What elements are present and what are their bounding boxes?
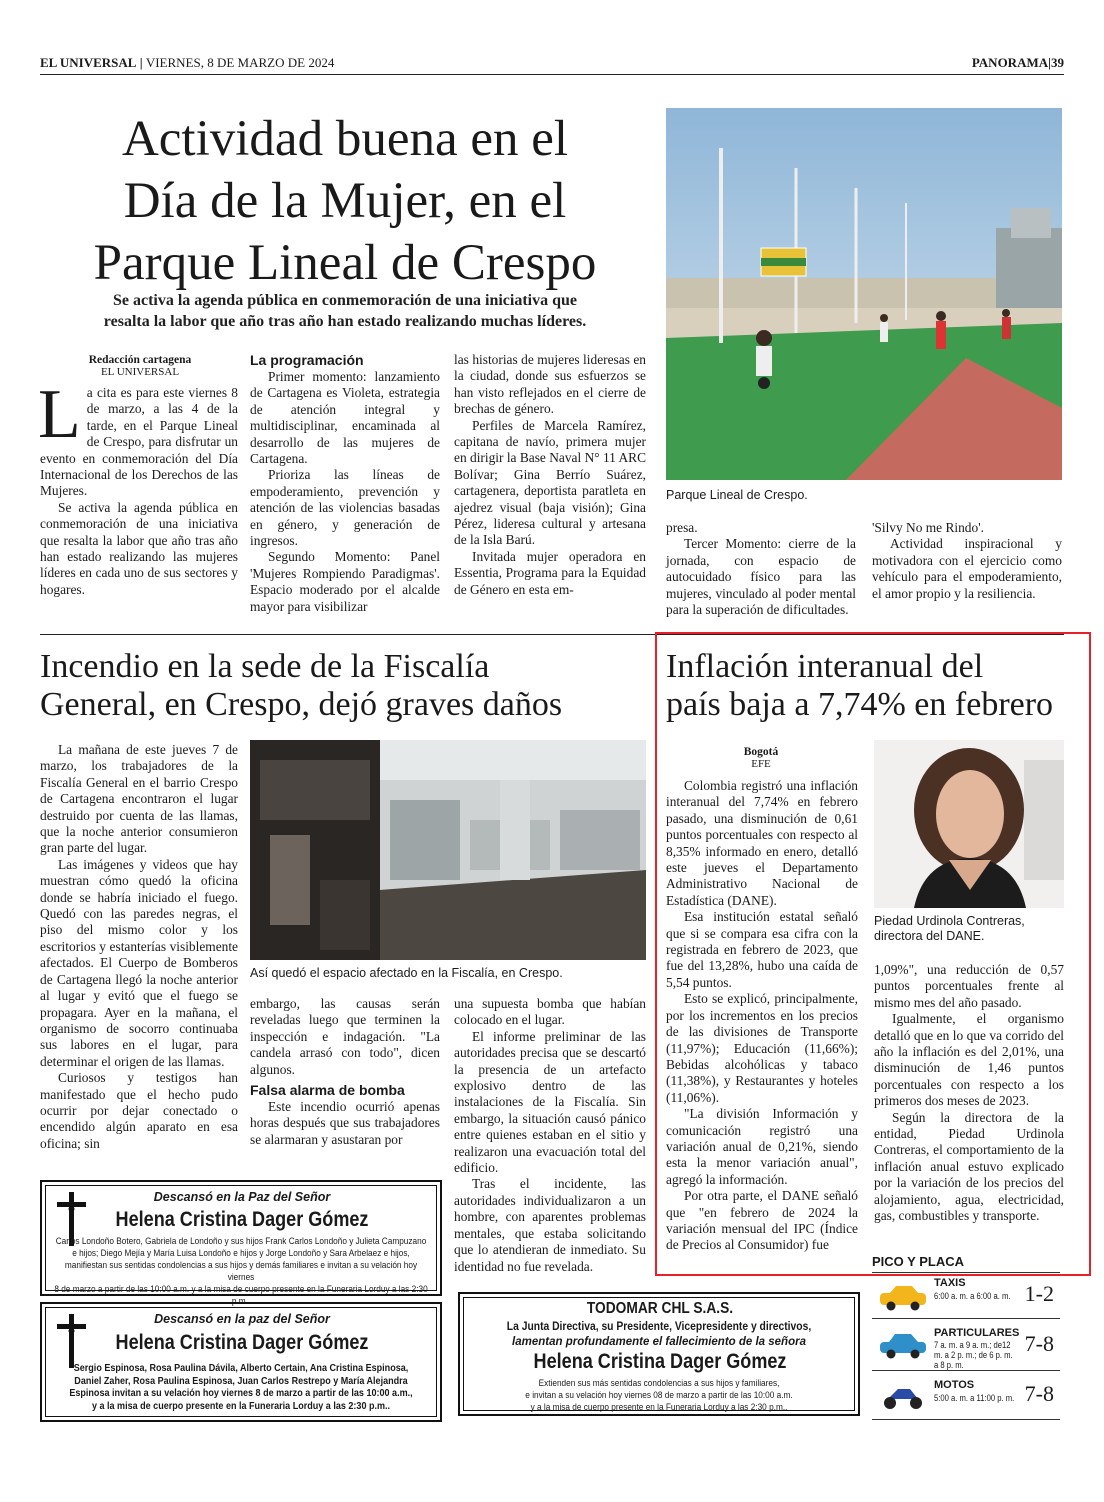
particulares-hours: 7 a. m. a 9 a. m.; de12 m. a 2 p. m.; de 6 p. m. a 8 p. m. [934,1340,1013,1370]
article3-headline: Inflación interanual del país baja a 7,74% en febrero [666,648,1054,723]
article2-col3: una supuesta bomba que habían colocado en el lugar. El informe preliminar de las autoridades precisa que se descartó la presencia de un artefacto explosivo dentro de las instalaciones de la Fiscalía. Sin embargo, la situación causó pánico entre quienes estaban en el sitio y realizaron una evacuación total del edificio. Tras el incidente, las autoridades individualizaron a un hombre, con aparentes problemas mentales, que estaba solicitando que lo atendieran de inmediato. Su identidad no fue revelada. [454,996,646,1274]
taxis-digits: 1-2 [1024,1281,1054,1306]
obituary-3-text: Extienden sus más sentidas condolencias a sus hijos y familiares, e invitan a su velación hoy viernes 08 de marzo a partir de las 10:00 a.m. y a la misa de cuerpo presente en la Funeraria Lorduy a las 2:30 p.m.. [525,1378,793,1413]
obituary-2-text: Sergio Espinosa, Rosa Paulina Dávila, Alberto Certain, Ana Cristina Espinosa, Daniel Zaher, Rosa Paulina Espinosa, Juan Carlos Restrepo y María Alejandra Espinosa invitan a su velación hoy viernes 8 de marzo a partir de las 10:00 a.m., y a la misa de cuerpo presente en la Funeraria Lorduy a las 2:30 p.m.. [69,1362,413,1412]
portrait-illustration [874,740,1064,908]
taxi-body [880,1293,926,1305]
motos-label: MOTOS [934,1379,975,1391]
obituary-3-line1: La Junta Directiva, su Presidente, Vicepresidente y directivos, [506,1319,812,1333]
motos-hours: 5:00 a. m. a 11:00 p. m. [934,1393,1015,1403]
car-body [880,1342,926,1353]
obituary-1-rip: Descansó en la Paz del Señor [153,1190,331,1204]
article1-col3: las historias de mujeres lideresas en la ciudad, donde sus esfuerzos se han visto reflejados en el cierre de brechas de género. Perfiles de Marcela Ramírez, capitana de navío, primera mujer en dirigir la Base Naval N° 11 ARC Bolívar; Gina Berrío Suárez, cartagenera, deportista paratleta en ajedrez visual (baja visión); Gina Pérez, lideresa cultural y artesana de la Isla Barú. Invitada mujer operadora en Essentia, Programa para la Equidad de Género en esta em- [454,352,646,597]
edition-date: VIERNES, 8 DE MARZO DE 2024 [145,55,335,70]
obituary-3-line2: lamentan profundamente el fallecimiento de la señora [512,1336,806,1348]
motorcycle-body [888,1389,918,1399]
taxi-icon [878,1283,928,1311]
taxis-hours: 6:00 a. m. a 6:00 a. m. [934,1291,1011,1301]
article3-col1: Colombia registró una inflación interanual del 7,74% en febrero pasado, una disminución de 0,61 puntos porcentuales con respecto al 8,35% informado en enero, detalló este jueves el Departamento Administrativo Nacional de Estadística (DANE). Esa institución estatal señaló que si se compara esa cifra con la registrada en febrero de 2023, que fue del 13,28%, hubo una caída de 5,54 puntos. Esto se explicó, principalmente, por los incrementos en los precios de las divisiones de Transporte (11,97%); Educación (11,66%); Bebidas alcohólicas y tabaco (11,38%), y Restaurantes y hoteles (11,06%). "La división Información y comunicación registró una variación anual de 0,21%, siendo esta la menor variación anual", agregó la información. Por otra parte, el DANE señaló que "en febrero de 2024 la variación mensual del IPC (Índice de Precios al Consumidor) fue [666,778,858,1253]
particulares-digits: 7-8 [1024,1331,1054,1356]
article1-col4: presa. Tercer Momento: cierre de la jornada, con espacio de autocuidado físico para las mujeres, vinculado al poder mental para la superación de dificultades. [666,520,856,618]
obituary-1-text: Carlos Londoño Botero, Gabriela de Londoño y sus hijos Frank Carlos Londoño y Julieta Campuzano e hijos; Diego Mejía y María Luisa Londoño e hijos y Jorge Londoño y Sara Arbelaez e hijos, manifiestan sus sentidas condolencias a sus hijos y demás familiares e invitan a su velación hoy viernes 8 de marzo a partir de las 10:00 a.m. y a la misa de cuerpo presente en la Funeraria Lorduy a las 2:30 p.m.. [54,1236,428,1307]
obituary-1-name: Helena Cristina Dager Gómez [115,1208,369,1231]
page-header: EL UNIVERSAL | VIERNES, 8 DE MARZO DE 2024 PANORAMA|39 [40,55,1064,70]
car-roof [889,1334,918,1342]
obituary-2-name: Helena Cristina Dager Gómez [115,1331,369,1354]
article2-col2: embargo, las causas serán reveladas luego que terminen la inspección e indagación. "La candela arrasó con todo", dicen algunos. Falsa alarma de bomba Este incendio ocurrió apenas horas después que sus trabajadores se alarmaran y asustaran por [250,996,440,1147]
obituary-2 [40,1302,442,1422]
obituary-3-name: Helena Cristina Dager Gómez [533,1350,787,1373]
pico-placa-row-motos [872,1370,1060,1420]
page-number: 39 [1051,55,1064,70]
programacion-heading: La programación [250,352,364,368]
park-photo-caption: Parque Lineal de Crespo. [666,488,808,502]
article3-col2: 1,09%", una reducción de 0,57 puntos porcentuales frente al mismo mes del año pasado. Igualmente, el organismo detalló que en lo que va corrido del año la inflación es del 2,01%, una disminución de 1,46 puntos porcentuales con respecto a los primeros dos meses de 2023. Según la directora de la entidad, Piedad Urdinola Contreras, el comportamiento de la inflación anual estuvo explicado por la variación de los precios del alojamiento, agua, electricidad, gas, combustibles y transporte. [874,962,1064,1224]
article1-col1: La cita es para este viernes 8 de marzo, a las 4 de la tarde, en el Parque Lineal de Crespo, para disfrutar un evento en conmemoración del Día Internacional de los Derechos de las Mujeres. Se activa la agenda pública en conmemoración de una iniciativa que resalta la labor que año tras año han estado realizando las mujeres líderes en cada uno de sus sectores y hogares. [38,376,238,597]
car-icon [878,1331,928,1359]
pico-placa-row-taxis [872,1272,1060,1319]
obituary-3-company: TODOMAR CHL S.A.S. [586,1300,734,1317]
article3-byline: Bogotá EFE [743,746,779,770]
pico-placa-title: PICO Y PLACA [872,1254,964,1269]
article2-col1: La mañana de este jueves 7 de marzo, los trabajadores de la Fiscalía General en el barrio Crespo de Cartagena encontraron el lugar destruido por cuenta de las llamas, que la noche anterior consumieron gran parte del lugar. Las imágenes y videos que hay muestran cómo quedó la oficina donde se habría iniciado el fuego. Quedó con las paredes negras, el piso del mismo color y los escritorios y estanterías visiblemente afectados. El Cuerpo de Bomberos de Cartagena llegó la noche anterior al lugar y evitó que el fuego se propagara. Ayer en la mañana, el organismo de socorro continuaba sus labores en el lugar, para determinar el origen de las llamas. Curiosos y testigos han manifestado que el hecho pudo ocurrir por dejar conectado o encendido algún aparato en esa oficina; sin [40,742,238,1151]
taxis-label: TAXIS [934,1277,966,1289]
article2-headline: Incendio en la sede de la Fiscalía General, en Crespo, dejó graves daños [40,648,563,723]
park-photo [666,108,1062,480]
director-photo-caption: Piedad Urdinola Contreras, directora del DANE. [874,914,1025,943]
obituary-1 [40,1180,442,1307]
dropcap: L [38,376,81,453]
section-name: PANORAMA [971,55,1049,70]
article1-col5: 'Silvy No me Rindo'. Actividad inspiracional y motivadora con el ejercicio como vehículo para el empoderamiento, el amor propio y la resiliencia. [872,520,1062,601]
article1-headline: Actividad buena en el Día de la Mujer, en el Parque Lineal de Crespo [93,111,597,291]
article1-byline: Redacción cartagena EL UNIVERSAL [88,354,192,378]
fire-photo [250,740,646,960]
obituary-3 [458,1292,860,1416]
obituary-2-rip: Descansó en la paz del Señor [154,1312,330,1326]
director-photo [874,740,1064,908]
pico-placa-row-particulares [872,1318,1060,1371]
newspaper-name: EL UNIVERSAL [40,55,137,70]
taxi-roof [890,1286,918,1293]
falsa-alarma-heading: Falsa alarma de bomba [250,1082,405,1099]
park-illustration [666,108,1062,480]
motorcycle-icon [880,1381,926,1411]
fire-photo-caption: Así quedó el espacio afectado en la Fiscalía, en Crespo. [250,966,563,980]
article1-deck: Se activa la agenda pública en conmemoración de una iniciativa que resalta la labor que año tras año han estado realizando muchas líderes. [103,292,587,330]
article1-col2: La programación Primer momento: lanzamiento de Cartagena es Violeta, estrategia de atención integral y multidisciplinar, encaminada al desarrollo de las mujeres de Cartagena. Prioriza las líneas de empoderamiento, prevención y atención de las violencias basadas en género, y generación de ingresos. Segundo Momento: Panel 'Mujeres Rompiendo Paradigmas'. Espacio moderado por el alcalde mayor para visibilizar [250,352,440,614]
fire-illustration [250,740,646,960]
particulares-label: PARTICULARES [934,1327,1020,1339]
motos-digits: 7-8 [1024,1381,1054,1406]
header-rule [40,74,1064,75]
